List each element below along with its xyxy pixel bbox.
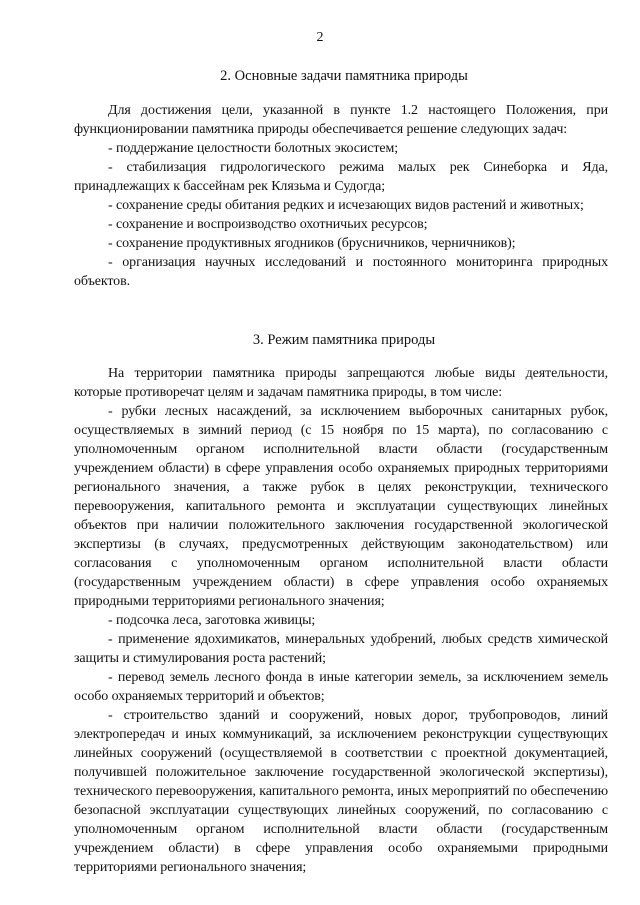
section-2-task: - сохранение продуктивных ягодников (брусничников, черничников); bbox=[108, 236, 516, 251]
section-2-task: - стабилизация гидрологического режима малых рек Синеборка и Яда, принадлежащих к бассейнам рек Клязьма и Судогда; bbox=[74, 160, 608, 194]
section-3-restriction: - перевод земель лесного фонда в иные категории земель, за исключением земель особо охраняемых территорий и объектов; bbox=[74, 670, 608, 704]
section-3-intro: На территории памятника природы запрещаются любые виды деятельности, которые противоречат целям и задачам памятника природы, в том числе: bbox=[74, 366, 608, 400]
section-3-restriction: - подсочка леса, заготовка живицы; bbox=[108, 613, 316, 628]
page-number: 2 bbox=[316, 30, 324, 45]
section-3-restriction: - строительство зданий и сооружений, новых дорог, трубопроводов, линий электропередач и иных коммуникаций, за исключением реконструкции существующих линейных сооружений (осуществляемой в соответствии с проектной документацией, получившей положительное заключение государственной экологической экспертизы), технического перевооружения, капитального ремонта, иных мероприятий по обеспечению безопасной эксплуатации существующих линейных сооружений, по согласованию с уполномоченным органом исполнительной власти области (государственным учреждением области) в сфере управления особо охраняемыми природными территориями регионального значения; bbox=[74, 708, 608, 875]
section-3-restriction: - применение ядохимикатов, минеральных удобрений, любых средств химической защиты и стимулирования роста растений; bbox=[74, 632, 608, 666]
section-2-task: - поддержание целостности болотных экосистем; bbox=[108, 141, 399, 156]
section-2-body bbox=[74, 101, 608, 291]
section-3-restriction: - рубки лесных насаждений, за исключением выборочных санитарных рубок, осуществляемых в зимний период (с 15 ноября по 15 марта), по согласованию с уполномоченным органом исполнительной власти области (государственным учреждением области) в сфере управления особо охраняемых природных территориями регионального значения, а также рубок в целях реконструкции, технического перевооружения, капитального ремонта и эксплуатации существующих линейных объектов при наличии положительного заключения государственной экологической экспертизы (в случаях, предусмотренных действующим законодательством) или согласования с уполномоченным органом исполнительной власти области (государственным учреждением области) в сфере управления особо охраняемых природными территориями регионального значения; bbox=[74, 404, 608, 609]
section-3-body bbox=[74, 364, 608, 877]
section-2-heading: 2. Основные задачи памятника природы bbox=[220, 68, 468, 84]
section-3-heading: 3. Режим памятника природы bbox=[252, 332, 436, 348]
section-2-intro: Для достижения цели, указанной в пункте 1.2 настоящего Положения, при функционировании памятника природы обеспечивается решение следующих задач: bbox=[74, 103, 608, 137]
section-2-task: - сохранение среды обитания редких и исчезающих видов растений и животных; bbox=[108, 198, 584, 213]
section-2-task: - сохранение и воспроизводство охотничьих ресурсов; bbox=[108, 217, 428, 232]
section-2-task: - организация научных исследований и постоянного мониторинга природных объектов. bbox=[74, 255, 608, 289]
